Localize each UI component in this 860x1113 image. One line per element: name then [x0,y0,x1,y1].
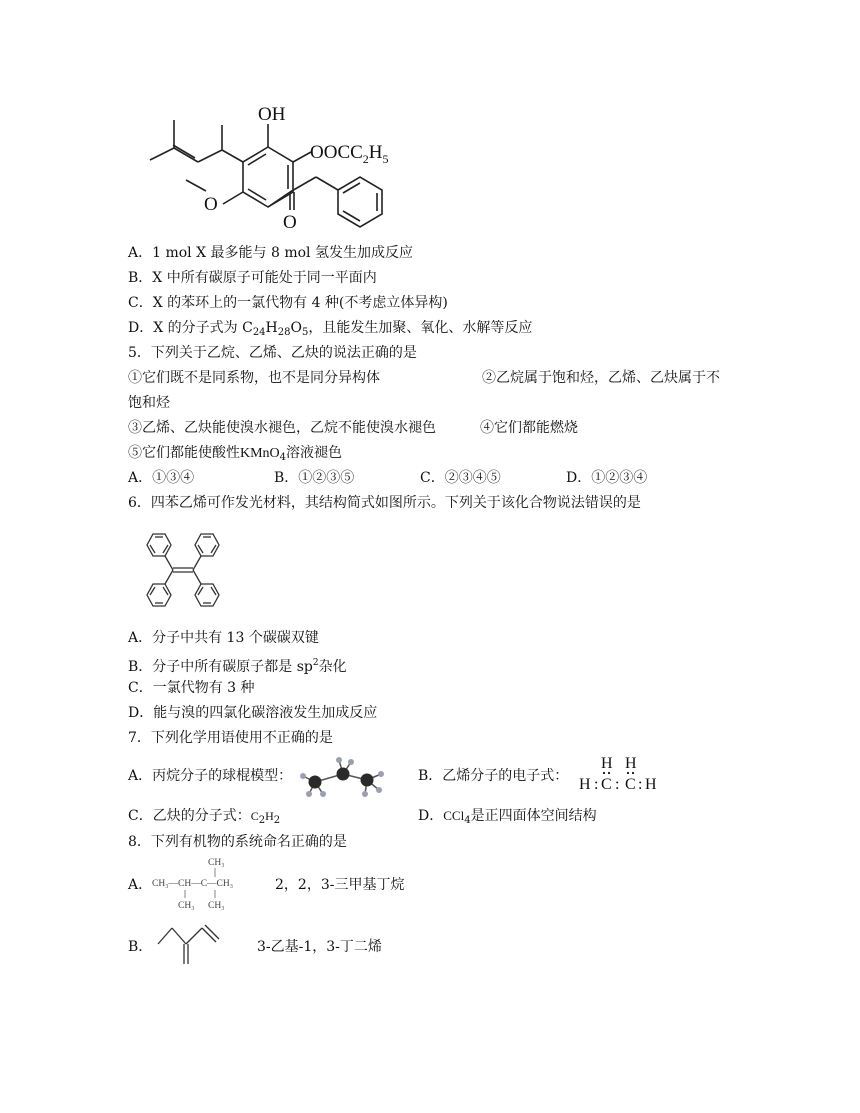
q5-option-a: A．①③④ [128,470,195,486]
q4-option-b: B．X 中所有碳原子可能处于同一平面内 [128,270,377,286]
q5-option-c: C．②③④⑤ [420,470,501,486]
q7-option-b: B．乙烯分子的电子式： [418,768,569,784]
q8-option-b-name: 3-乙基-1，3-丁二烯 [257,939,382,955]
svg-text::: : [615,776,620,793]
ester-label: $OOCC_2H_5$ [310,142,389,166]
q8-option-a-name: 2，2，3-三甲基丁烷 [275,877,405,893]
methoxy-o-label: O [204,194,218,215]
tetraphenylethylene-structure [133,522,233,622]
q4-option-a: A．1 mol X 最多能与 8 mol 氢发生加成反应 [128,245,413,261]
q5-statement-5: ⑤它们都能使酸性KMnO$_4$溶液褪色 [128,445,343,463]
q5-option-d: D．①②③④ [566,470,648,486]
q7-stem: 7．下列化学用语使用不正确的是 [128,730,333,746]
q4-option-c: C．X 的苯环上的一氯代物有 4 种(不考虑立体异构) [128,295,448,311]
compound-x-structure [118,92,408,252]
q8-option-b-label: B． [128,939,153,955]
q4-option-d: D．X 的分子式为 $C_{24}H_{28}O_5$，且能发生加聚、氧化、水解等反应 [128,320,533,338]
q8-stem: 8．下列有机物的系统命名正确的是 [128,834,347,850]
propane-ball-stick-model [295,752,390,800]
q5-statement-2b: 饱和烃 [128,395,170,411]
q6-option-b: B．分子中所有碳原子都是 $sp^2$杂化 [128,658,347,675]
q8-option-a-structure [150,855,260,913]
svg-text::: : [638,776,643,793]
q7-option-a: A．丙烷分子的球棍模型： [128,768,293,784]
svg-text:CH₃: CH₃ [208,901,225,911]
ethylene-electron-formula [575,754,670,794]
svg-text:H: H [601,755,613,772]
q5-statement-1: ①它们既不是同系物，也不是同分异构体 [128,370,380,386]
svg-text:C: C [625,776,636,793]
q6-option-d: D．能与溴的四氯化碳溶液发生加成反应 [128,705,378,721]
q5-option-b: B．①②③⑤ [274,470,355,486]
q7-option-d: D．CCl$_4$是正四面体空间结构 [418,808,597,826]
q8-option-a-label: A． [128,877,153,893]
q7-option-c: C．乙炔的分子式：$C_2H_2$ [128,808,281,826]
svg-text:C: C [601,776,612,793]
svg-text:CH₃: CH₃ [178,901,195,911]
q5-stem: 5．下列关于乙烷、乙烯、乙炔的说法正确的是 [128,345,417,361]
q6-stem: 6．四苯乙烯可作发光材料，其结构简式如图所示。下列关于该化合物说法错误的是 [128,495,641,511]
svg-text:CH₃: CH₃ [208,858,225,868]
oh-label: OH [258,104,286,125]
q5-statement-4: ④它们都能燃烧 [480,420,578,436]
q8-option-b-structure [150,920,225,968]
q6-option-c: C．一氯代物有 3 种 [128,680,255,696]
svg-text:CH₃—CH—C—CH₃: CH₃—CH—C—CH₃ [152,879,234,889]
svg-text::: : [594,776,599,793]
q6-option-a: A．分子中共有 13 个碳碳双键 [128,630,319,646]
q5-statement-3: ③乙烯、乙炔能使溴水褪色，乙烷不能使溴水褪色 [128,420,436,436]
svg-text:H: H [645,776,657,793]
carbonyl-o-label: O [283,212,297,233]
q5-statement-2a: ②乙烷属于饱和烃，乙烯、乙炔属于不 [482,370,720,386]
svg-text:H: H [579,776,591,793]
svg-text:H: H [625,755,637,772]
